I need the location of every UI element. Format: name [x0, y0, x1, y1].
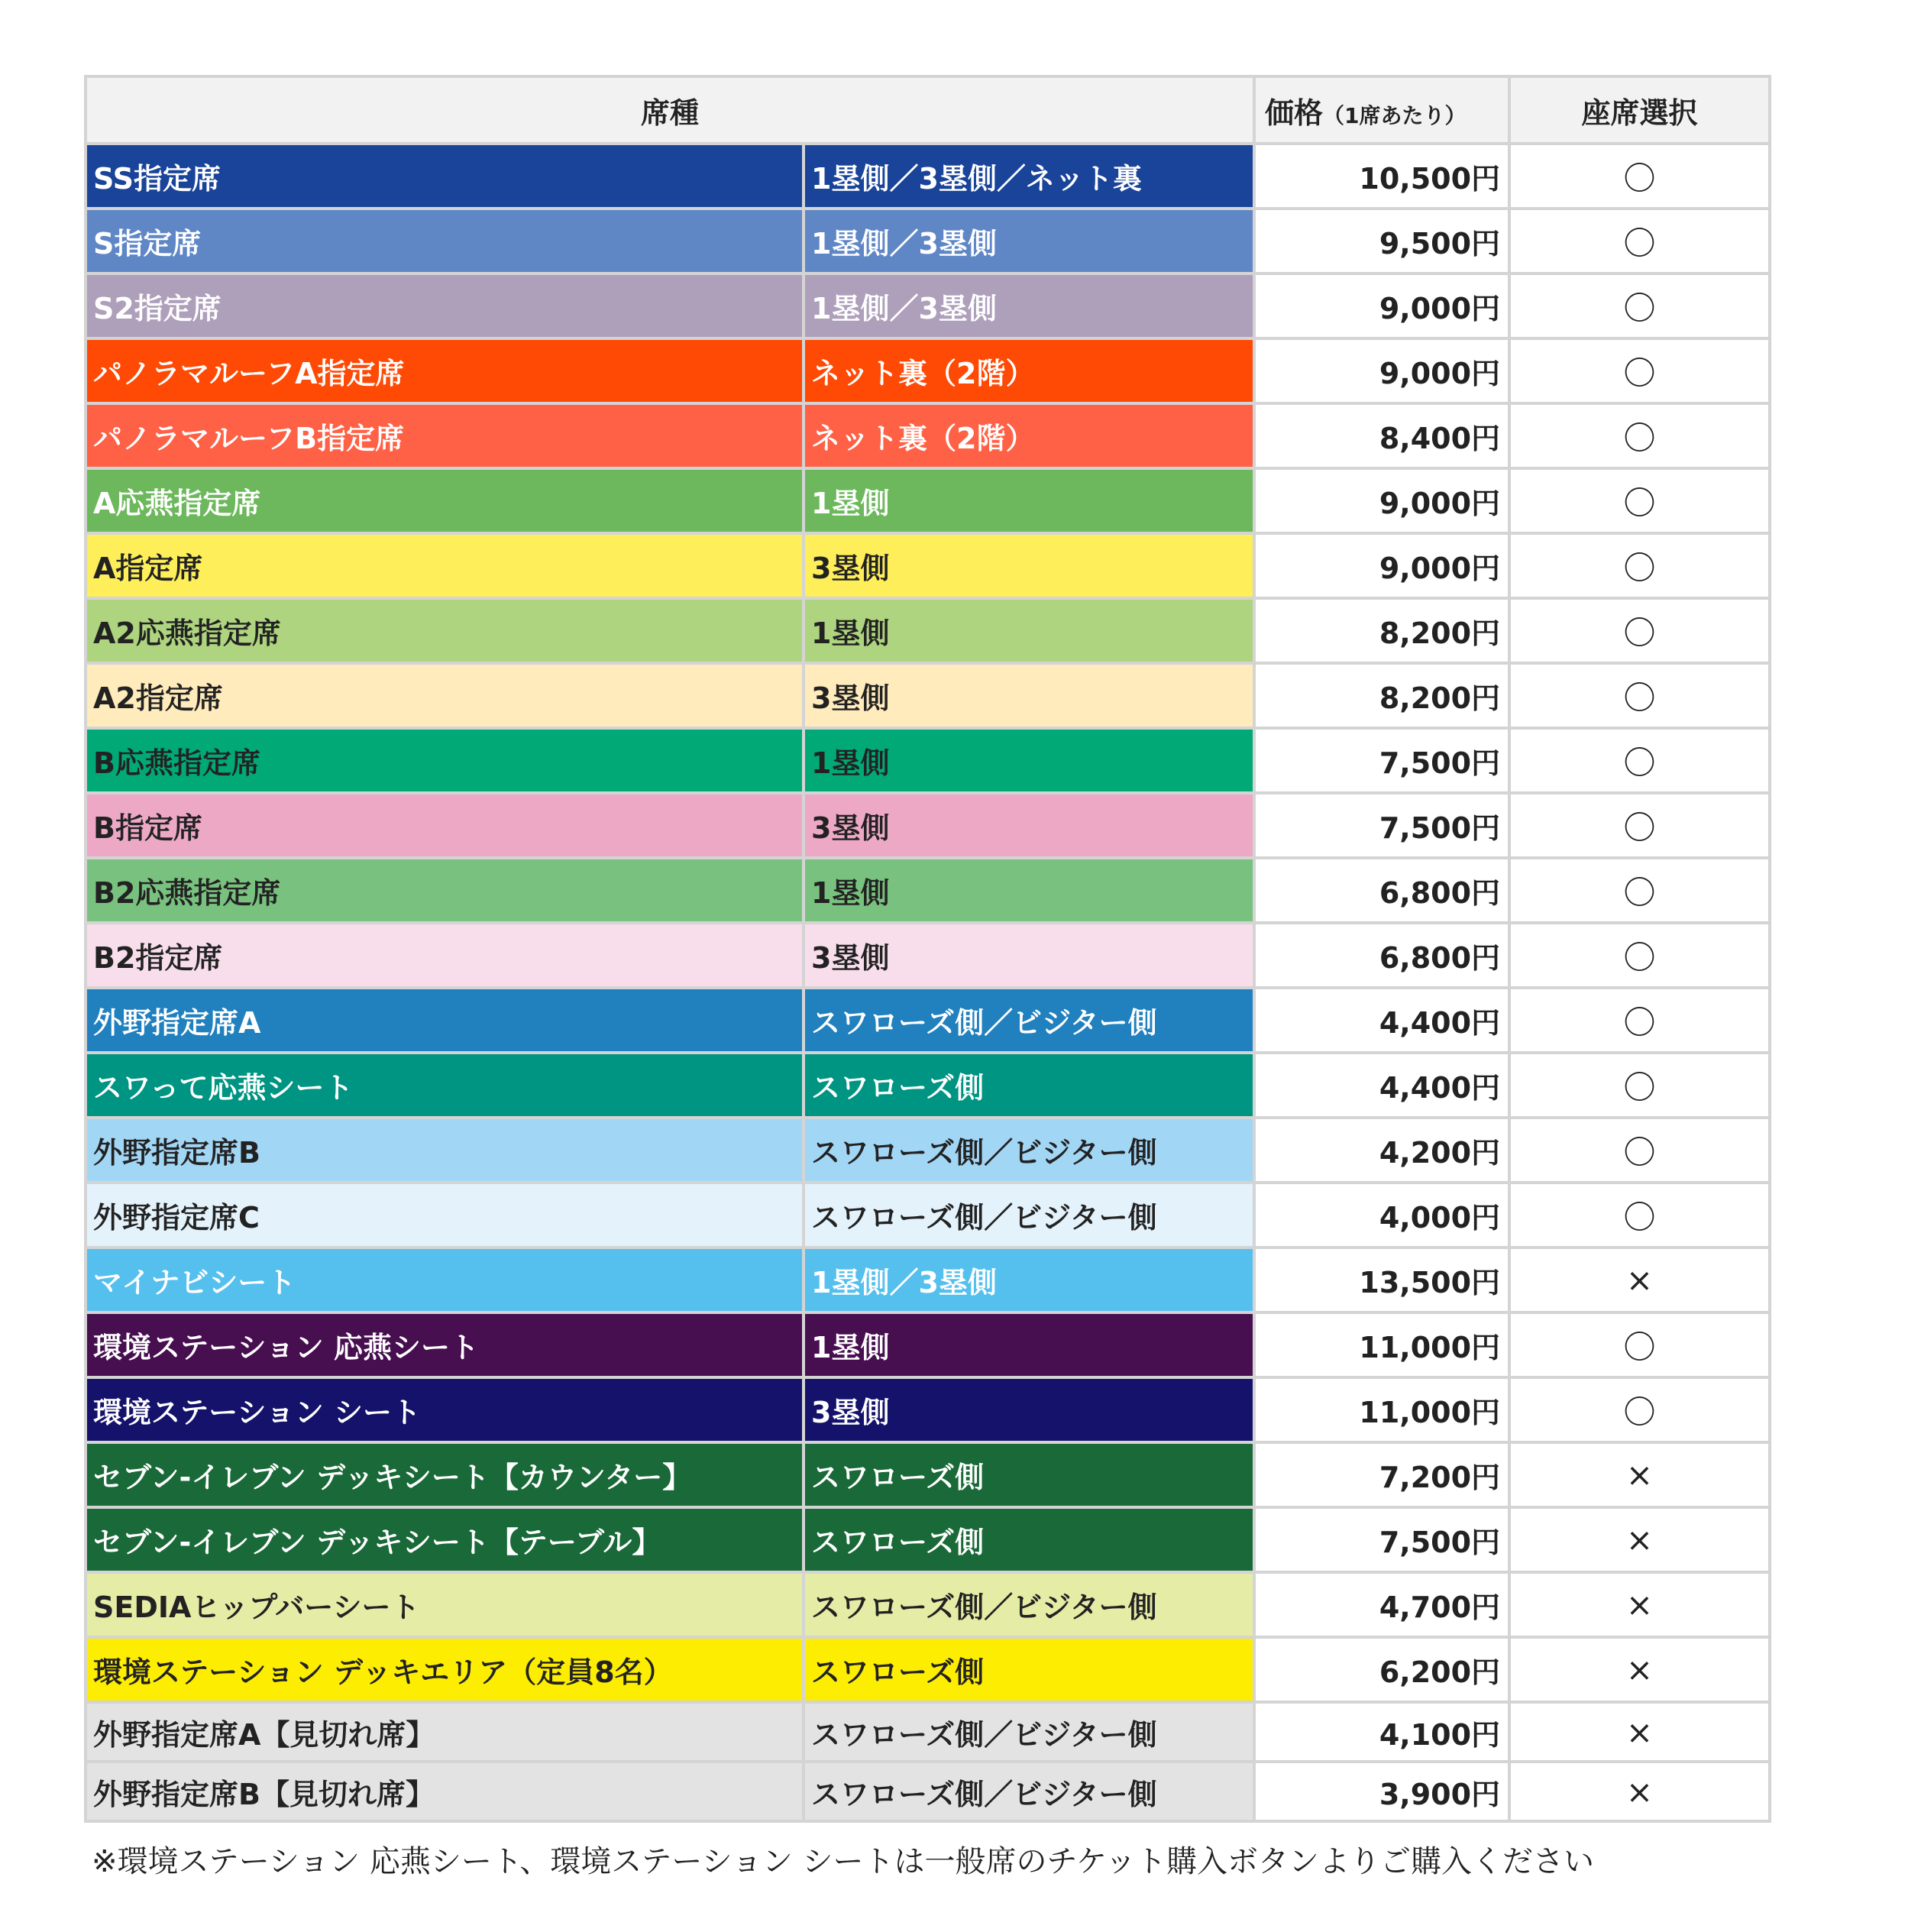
seat-selection-cell: 〇 — [1509, 1377, 1770, 1442]
seat-selection-cell: 〇 — [1509, 209, 1770, 273]
table-row — [86, 1702, 1770, 1762]
seat-name-cell: セブン-イレブン デッキシート【カウンター】 — [86, 1442, 804, 1507]
table-body — [86, 144, 1770, 1821]
seat-selection-cell: 〇 — [1509, 273, 1770, 338]
table-row — [86, 793, 1770, 858]
header-seat-selection: 座席選択 — [1509, 76, 1770, 144]
seat-side-cell: スワローズ側／ビジター側 — [804, 1762, 1254, 1821]
seat-selection-cell: × — [1509, 1442, 1770, 1507]
seat-selection-cell: 〇 — [1509, 988, 1770, 1053]
table-row — [86, 663, 1770, 728]
table-row — [86, 728, 1770, 793]
seat-name-cell: 外野指定席C — [86, 1183, 804, 1248]
seat-price-table — [84, 75, 1771, 1823]
price-cell: 7,500円 — [1254, 1507, 1509, 1572]
seat-name-cell: 環境ステーション シート — [86, 1377, 804, 1442]
table-row — [86, 598, 1770, 663]
seat-side-cell: 1塁側／3塁側 — [804, 273, 1254, 338]
price-cell: 9,000円 — [1254, 468, 1509, 533]
price-cell: 4,100円 — [1254, 1702, 1509, 1762]
seat-side-cell: スワローズ側／ビジター側 — [804, 1702, 1254, 1762]
seat-name-cell: B2応燕指定席 — [86, 858, 804, 923]
seat-side-cell: スワローズ側 — [804, 1442, 1254, 1507]
seat-name-cell: 外野指定席A — [86, 988, 804, 1053]
table-row — [86, 403, 1770, 468]
price-cell: 4,200円 — [1254, 1118, 1509, 1183]
seat-name-cell: 外野指定席B【見切れ席】 — [86, 1762, 804, 1821]
table-row — [86, 1248, 1770, 1312]
seat-selection-cell: 〇 — [1509, 1183, 1770, 1248]
table-row — [86, 1507, 1770, 1572]
table-row — [86, 144, 1770, 209]
table-row — [86, 1053, 1770, 1118]
seat-selection-cell: 〇 — [1509, 1053, 1770, 1118]
seat-selection-cell: 〇 — [1509, 403, 1770, 468]
price-cell: 11,000円 — [1254, 1377, 1509, 1442]
seat-side-cell: 1塁側／3塁側／ネット裏 — [804, 144, 1254, 209]
seat-selection-cell: 〇 — [1509, 533, 1770, 598]
table-row — [86, 273, 1770, 338]
price-cell: 9,000円 — [1254, 273, 1509, 338]
seat-selection-cell: × — [1509, 1572, 1770, 1637]
seat-side-cell: 1塁側／3塁側 — [804, 1248, 1254, 1312]
price-cell: 6,200円 — [1254, 1637, 1509, 1702]
seat-selection-cell: × — [1509, 1702, 1770, 1762]
seat-name-cell: A指定席 — [86, 533, 804, 598]
seat-selection-cell: 〇 — [1509, 663, 1770, 728]
header-price-note: （1席あたり） — [1323, 102, 1467, 128]
seat-side-cell: 1塁側／3塁側 — [804, 209, 1254, 273]
seat-side-cell: 1塁側 — [804, 1312, 1254, 1377]
price-cell: 9,000円 — [1254, 338, 1509, 403]
seat-name-cell: B2指定席 — [86, 923, 804, 988]
table-row — [86, 338, 1770, 403]
seat-selection-cell: 〇 — [1509, 468, 1770, 533]
seat-side-cell: 3塁側 — [804, 1377, 1254, 1442]
seat-selection-cell: 〇 — [1509, 1118, 1770, 1183]
table-row — [86, 1442, 1770, 1507]
seat-selection-cell: × — [1509, 1248, 1770, 1312]
seat-side-cell: スワローズ側 — [804, 1053, 1254, 1118]
seat-side-cell: スワローズ側／ビジター側 — [804, 1183, 1254, 1248]
table-row — [86, 923, 1770, 988]
seat-name-cell: パノラマルーフB指定席 — [86, 403, 804, 468]
seat-name-cell: SS指定席 — [86, 144, 804, 209]
table-row — [86, 1118, 1770, 1183]
table-row — [86, 1637, 1770, 1702]
seat-side-cell: ネット裏（2階） — [804, 403, 1254, 468]
price-cell: 8,400円 — [1254, 403, 1509, 468]
price-cell: 8,200円 — [1254, 663, 1509, 728]
seat-name-cell: 外野指定席A【見切れ席】 — [86, 1702, 804, 1762]
seat-side-cell: 1塁側 — [804, 468, 1254, 533]
seat-name-cell: B指定席 — [86, 793, 804, 858]
seat-name-cell: B応燕指定席 — [86, 728, 804, 793]
price-cell: 4,000円 — [1254, 1183, 1509, 1248]
price-cell: 7,200円 — [1254, 1442, 1509, 1507]
price-cell: 4,400円 — [1254, 1053, 1509, 1118]
price-cell: 3,900円 — [1254, 1762, 1509, 1821]
seat-selection-cell: 〇 — [1509, 598, 1770, 663]
table-row — [86, 468, 1770, 533]
table-row — [86, 1312, 1770, 1377]
header-price-label: 価格 — [1265, 95, 1324, 130]
seat-selection-cell: 〇 — [1509, 338, 1770, 403]
price-cell: 7,500円 — [1254, 793, 1509, 858]
price-cell: 10,500円 — [1254, 144, 1509, 209]
seat-name-cell: 外野指定席B — [86, 1118, 804, 1183]
seat-selection-cell: × — [1509, 1762, 1770, 1821]
seat-side-cell: スワローズ側／ビジター側 — [804, 1118, 1254, 1183]
seat-selection-cell: 〇 — [1509, 728, 1770, 793]
table-row — [86, 1183, 1770, 1248]
seat-selection-cell: × — [1509, 1507, 1770, 1572]
seat-selection-cell: 〇 — [1509, 793, 1770, 858]
price-cell: 6,800円 — [1254, 923, 1509, 988]
table-row — [86, 209, 1770, 273]
seat-name-cell: SEDIAヒップバーシート — [86, 1572, 804, 1637]
seat-side-cell: 3塁側 — [804, 663, 1254, 728]
seat-selection-cell: × — [1509, 1637, 1770, 1702]
seat-side-cell: 1塁側 — [804, 858, 1254, 923]
price-cell: 11,000円 — [1254, 1312, 1509, 1377]
seat-name-cell: A応燕指定席 — [86, 468, 804, 533]
table-row — [86, 1377, 1770, 1442]
seat-name-cell: S指定席 — [86, 209, 804, 273]
seat-side-cell: ネット裏（2階） — [804, 338, 1254, 403]
table-row — [86, 533, 1770, 598]
price-cell: 13,500円 — [1254, 1248, 1509, 1312]
seat-name-cell: S2指定席 — [86, 273, 804, 338]
table-header-row — [86, 76, 1770, 144]
price-cell: 4,700円 — [1254, 1572, 1509, 1637]
seat-side-cell: スワローズ側 — [804, 1507, 1254, 1572]
table-row — [86, 858, 1770, 923]
price-cell: 7,500円 — [1254, 728, 1509, 793]
seat-name-cell: スワって応燕シート — [86, 1053, 804, 1118]
seat-side-cell: スワローズ側 — [804, 1637, 1254, 1702]
seat-selection-cell: 〇 — [1509, 858, 1770, 923]
header-seat-type: 席種 — [86, 76, 1254, 144]
seat-name-cell: 環境ステーション デッキエリア（定員8名） — [86, 1637, 804, 1702]
seat-side-cell: 1塁側 — [804, 598, 1254, 663]
seat-side-cell: 3塁側 — [804, 793, 1254, 858]
seat-name-cell: パノラマルーフA指定席 — [86, 338, 804, 403]
seat-name-cell: マイナビシート — [86, 1248, 804, 1312]
price-cell: 6,800円 — [1254, 858, 1509, 923]
price-cell: 9,500円 — [1254, 209, 1509, 273]
seat-side-cell: スワローズ側／ビジター側 — [804, 988, 1254, 1053]
seat-name-cell: A2指定席 — [86, 663, 804, 728]
seat-selection-cell: 〇 — [1509, 923, 1770, 988]
seat-side-cell: 1塁側 — [804, 728, 1254, 793]
seat-side-cell: スワローズ側／ビジター側 — [804, 1572, 1254, 1637]
price-cell: 8,200円 — [1254, 598, 1509, 663]
table-row — [86, 1762, 1770, 1821]
price-cell: 4,400円 — [1254, 988, 1509, 1053]
price-cell: 9,000円 — [1254, 533, 1509, 598]
seat-side-cell: 3塁側 — [804, 923, 1254, 988]
seat-side-cell: 3塁側 — [804, 533, 1254, 598]
seat-name-cell: 環境ステーション 応燕シート — [86, 1312, 804, 1377]
table-row — [86, 1572, 1770, 1637]
footnote: ※環境ステーション 応燕シート、環境ステーション シートは一般席のチケット購入ボタンよりご購入ください — [92, 1844, 1594, 1879]
seat-name-cell: セブン-イレブン デッキシート【テーブル】 — [86, 1507, 804, 1572]
table-row — [86, 988, 1770, 1053]
seat-selection-cell: 〇 — [1509, 144, 1770, 209]
header-price — [1254, 76, 1509, 144]
seat-name-cell: A2応燕指定席 — [86, 598, 804, 663]
seat-selection-cell: 〇 — [1509, 1312, 1770, 1377]
